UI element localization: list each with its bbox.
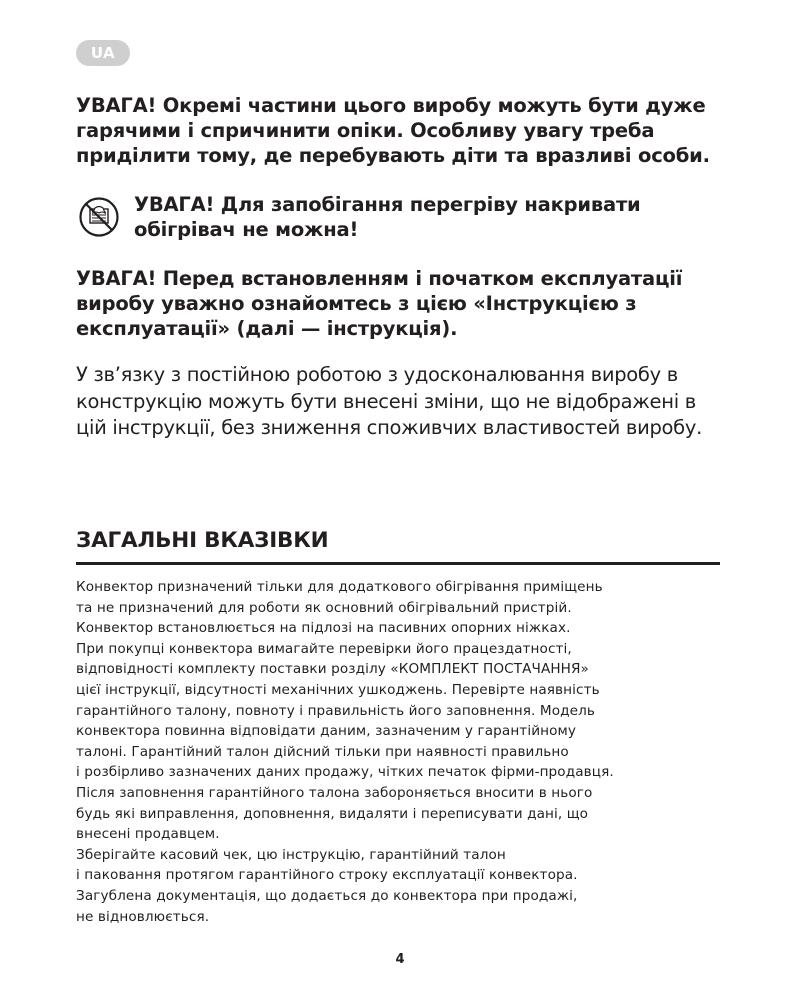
body-line: Загублена документація, що додається до конвектора при продажі, (76, 887, 578, 904)
section-divider (76, 562, 720, 565)
body-line: Зберігайте касовий чек, цю інструкцію, гарантійний талон (76, 846, 506, 863)
body-line: та не призначений для роботи як основний обігрівальний пристрій. (76, 599, 572, 616)
language-badge: UA (76, 40, 130, 66)
body-line: і паковання протягом гарантійного строку експлуатації конвектора. (76, 867, 578, 884)
body-line: відповідності комплекту поставки розділу «КОМПЛЕКТ ПОСТАЧАННЯ» (76, 661, 589, 678)
body-line: Конвектор призначений тільки для додаткового обігрівання приміщень (76, 579, 603, 595)
warning-read-manual: УВАГА! Перед встановленням і початком експлуатації виробу уважно ознайомтесь з цією «Інструкцією з експлуатації» (далі — інструкція). (76, 267, 683, 340)
warning-no-covering: УВАГА! Для запобігання перегріву накривати обігрівач не можна! (134, 193, 641, 241)
body-line: Конвектор встановлюється на підлозі на пасивних опорних ніжках. (76, 620, 571, 637)
warning-hot-parts: УВАГА! Окремі частини цього виробу можуть бути дуже гарячими і спричинити опіки. Особливу увагу треба приділити тому, де перебувають діти та вразливі особи. (76, 94, 710, 167)
body-line: гарантійного талону, повноту і правильність його заповнення. Модель (76, 702, 596, 719)
body-line: конвектора повинна відповідати даним, зазначеним у гарантійному (76, 723, 577, 740)
general-instructions-text (76, 577, 736, 927)
page-number: 4 (395, 952, 405, 967)
body-line: не відновлюється. (76, 908, 210, 925)
section-title: ЗАГАЛЬНІ ВКАЗІВКИ (76, 528, 329, 553)
body-line: талоні. Гарантійний талон дійсний тільки при наявності правильно (76, 743, 569, 760)
body-line: внесені продавцем. (76, 826, 220, 843)
body-line: і розбірливо зазначених даних продажу, чітких печаток фірми-продавця. (76, 764, 614, 781)
no-covering-icon (78, 196, 120, 238)
body-line: цієї інструкції, відсутності механічних ушкоджень. Перевірте наявність (76, 681, 600, 698)
design-change-note: У зв’язку з постійною роботою з удосконалювання виробу в конструкцію можуть бути внесені зміни, що не відображені в цій інструкції, без зниження споживчих властивостей виробу. (76, 363, 703, 439)
body-line: При покупці конвектора вимагайте перевірки його працездатності, (76, 640, 572, 657)
body-line: Після заповнення гарантійного талона забороняється вносити в нього (76, 784, 593, 801)
body-line: будь які виправлення, доповнення, видаляти і переписувати дані, що (76, 805, 589, 822)
